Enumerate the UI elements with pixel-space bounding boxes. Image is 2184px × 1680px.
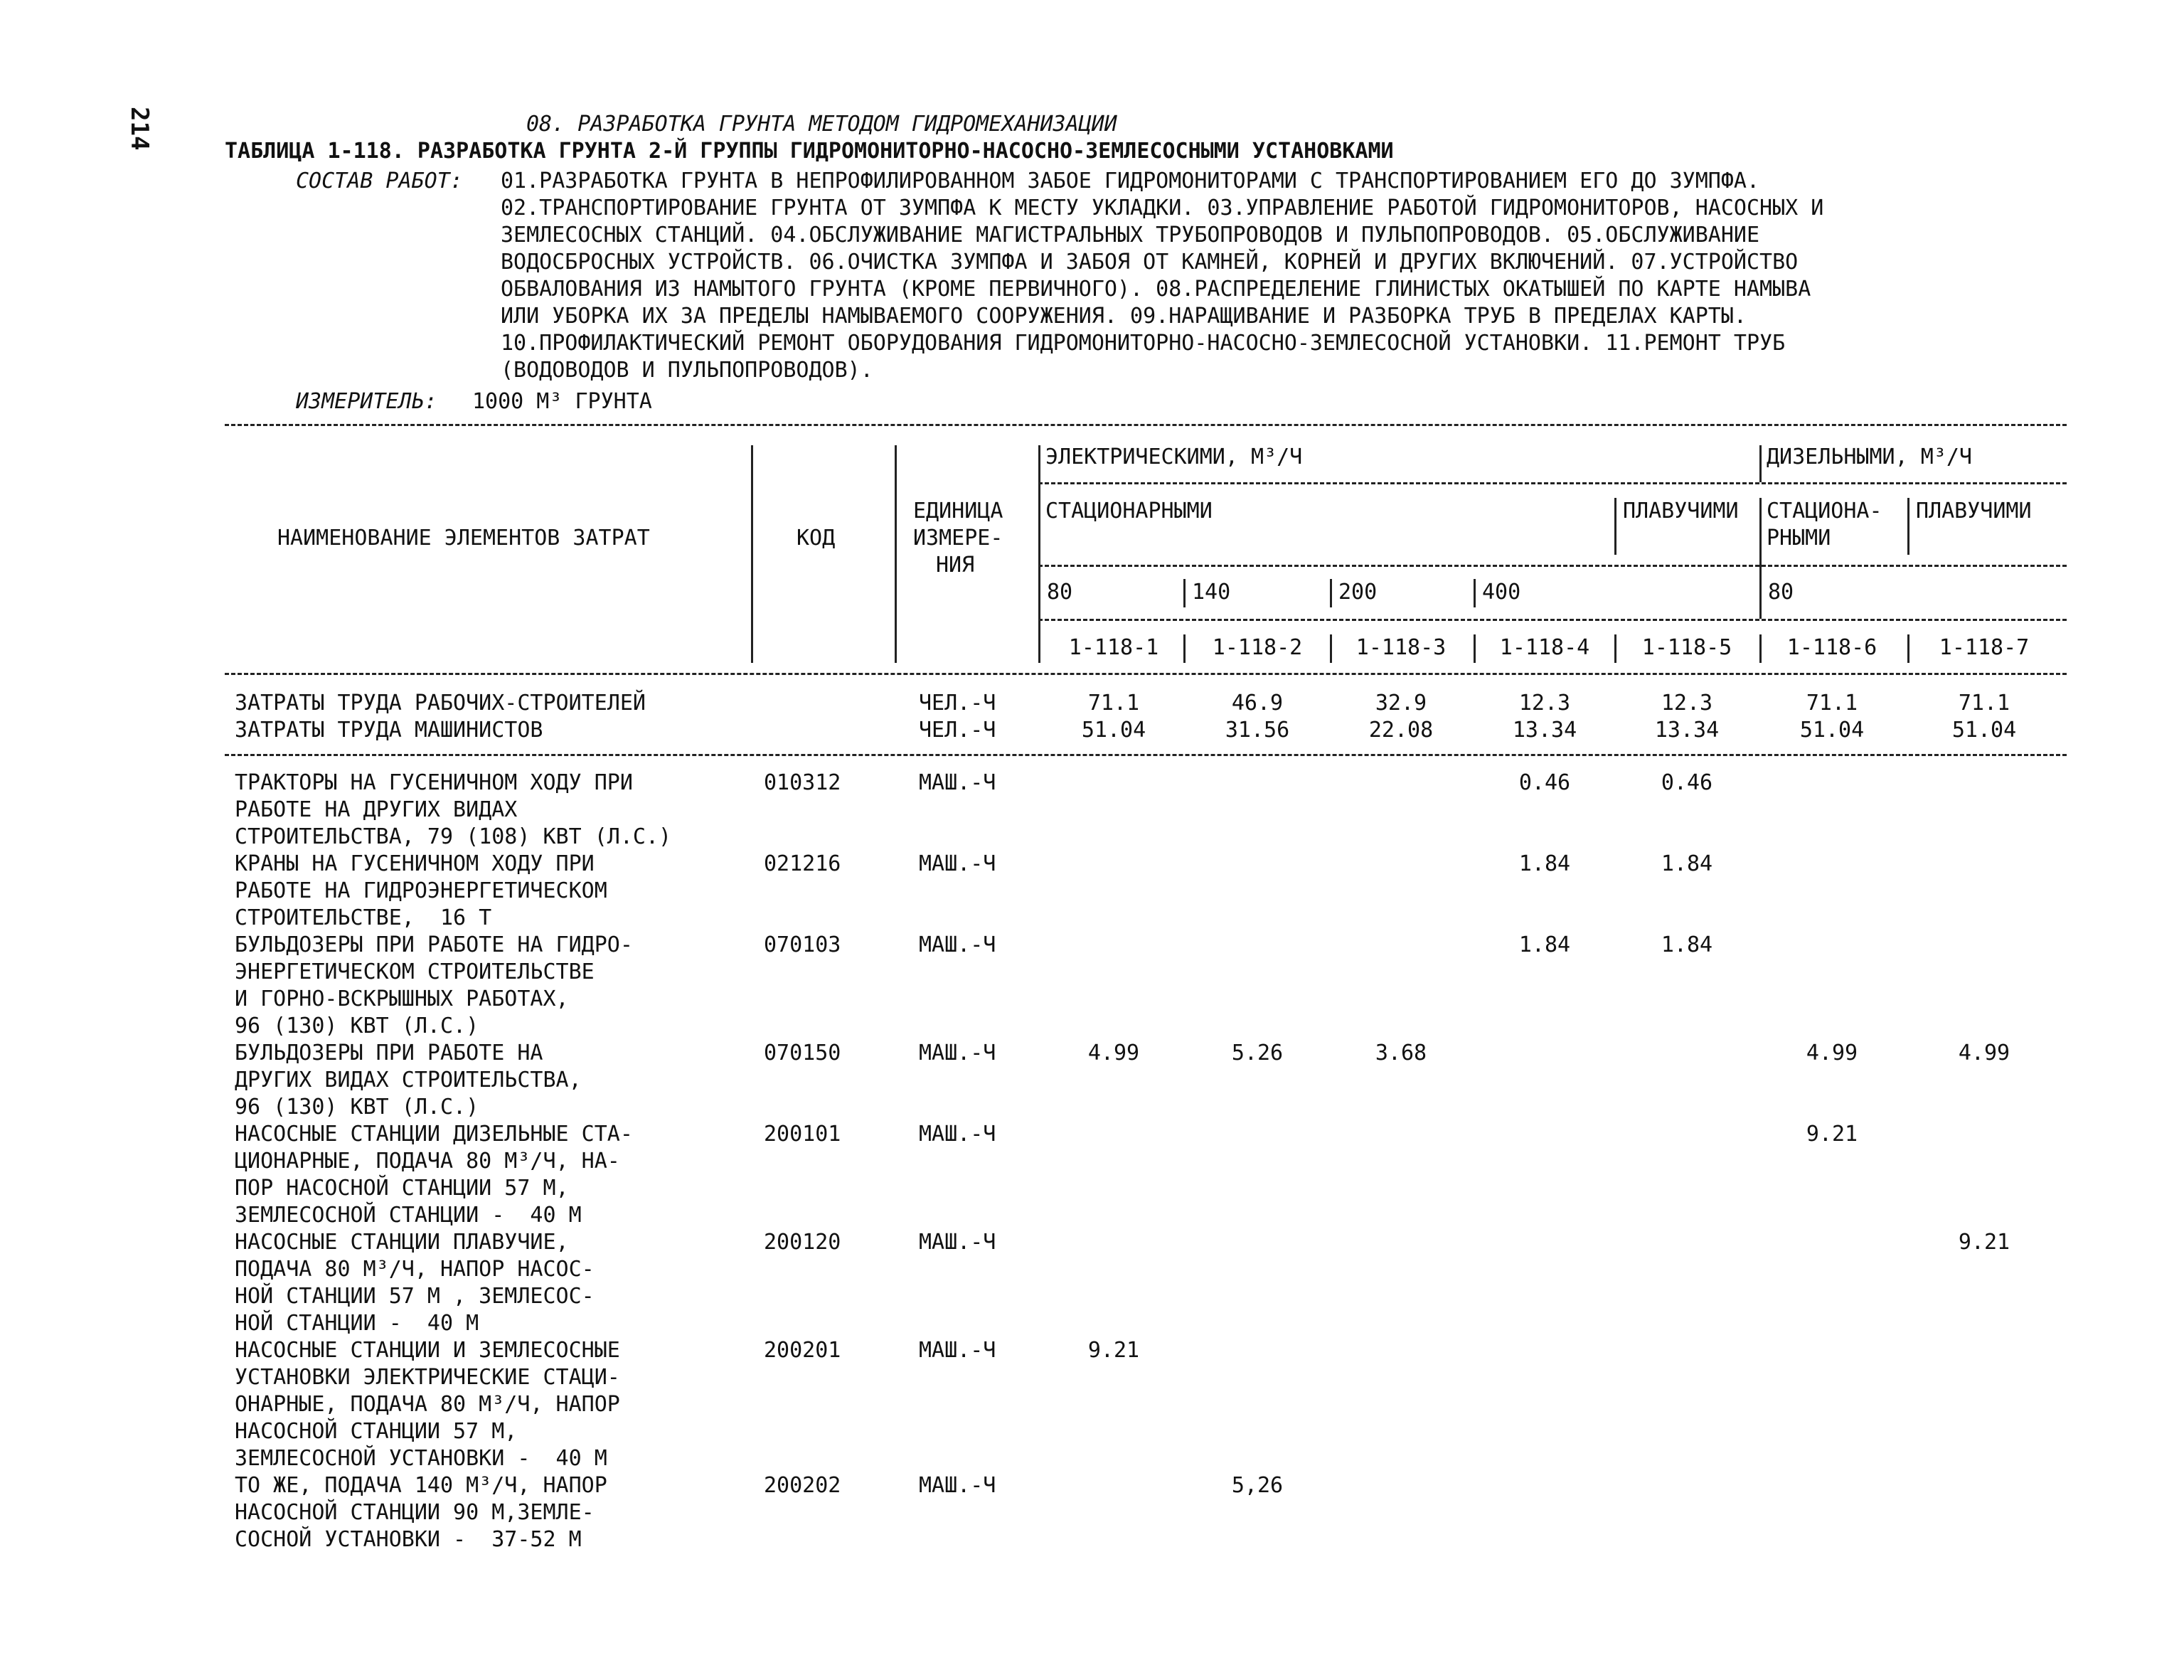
col-divider [1183, 579, 1186, 607]
header-code-col: КОД [797, 526, 836, 551]
machine-row-value: 0.46 [1518, 770, 1571, 795]
machine-row-name-line: ЦИОНАРНЫЕ, ПОДАЧА 80 М³/Ч, НА- [235, 1149, 620, 1174]
labor-row-value: 13.34 [1654, 718, 1720, 743]
machine-row-value: 4.99 [1958, 1041, 2010, 1065]
col-divider [1759, 634, 1762, 663]
machine-row-name-line: РАБОТЕ НА ГИДРОЭНЕРГЕТИЧЕСКОМ [235, 878, 607, 903]
machine-row-unit: МАШ.-Ч [919, 851, 996, 876]
rule [225, 673, 2067, 675]
header-code: 1-118-7 [1939, 635, 2030, 660]
machine-row-value: 9.21 [1087, 1338, 1140, 1363]
machine-row-code: 021216 [764, 851, 841, 876]
machine-row-unit: МАШ.-Ч [919, 1230, 996, 1255]
header-floating-2: ПЛАВУЧИМИ [1916, 499, 2032, 523]
machine-row-value: 5,26 [1231, 1473, 1284, 1498]
machine-row-value: 1.84 [1518, 932, 1571, 957]
work-line: ИЛИ УБОРКА ИХ ЗА ПРЕДЕЛЫ НАМЫВАЕМОГО СООРУЖЕНИЯ. 09.НАРАЩИВАНИЕ И РАЗБОРКА ТРУБ В ПРЕДЕЛАХ КАРТЫ. [501, 304, 1747, 329]
machine-row-value: 1.84 [1661, 851, 1713, 876]
header-unit-col-1: ЕДИНИЦА [913, 499, 1003, 523]
header-capacity: 200 [1338, 580, 1378, 605]
machine-row-name-line: ТО ЖЕ, ПОДАЧА 140 М³/Ч, НАПОР [235, 1473, 607, 1498]
header-code: 1-118-4 [1499, 635, 1590, 660]
header-stationary-short-2: РНЫМИ [1767, 526, 1831, 551]
labor-row-name: ЗАТРАТЫ ТРУДА РАБОЧИХ-СТРОИТЕЛЕЙ [235, 691, 646, 716]
machine-row-code: 200101 [764, 1122, 841, 1147]
machine-row-name-line: РАБОТЕ НА ДРУГИХ ВИДАХ [235, 797, 518, 822]
machine-row-name-line: СТРОИТЕЛЬСТВЕ, 16 Т [235, 905, 492, 930]
labor-row-value: 51.04 [1081, 718, 1146, 743]
machine-row-value: 4.99 [1806, 1041, 1858, 1065]
machine-row-code: 200120 [764, 1230, 841, 1255]
labor-row-value: 71.1 [1958, 691, 2010, 716]
labor-row-value: 12.3 [1661, 691, 1713, 716]
machine-row-name-line: НАСОСНЫЕ СТАНЦИИ И ЗЕМЛЕСОСНЫЕ [235, 1338, 620, 1363]
machine-row-name-line: ОНАРНЫЕ, ПОДАЧА 80 М³/Ч, НАПОР [235, 1392, 620, 1417]
labor-row-value: 13.34 [1512, 718, 1577, 743]
measure-label: ИЗМЕРИТЕЛЬ: [296, 389, 437, 414]
col-divider [1759, 498, 1762, 619]
labor-row-unit: ЧЕЛ.-Ч [919, 718, 996, 743]
machine-row-name-line: НАСОСНОЙ СТАНЦИИ 90 М,ЗЕМЛЕ- [235, 1500, 595, 1525]
machine-row-name-line: НОЙ СТАНЦИИ 57 М , ЗЕМЛЕСОС- [235, 1284, 595, 1309]
labor-row-name: ЗАТРАТЫ ТРУДА МАШИНИСТОВ [235, 718, 543, 743]
work-line: ОБВАЛОВАНИЯ ИЗ НАМЫТОГО ГРУНТА (КРОМЕ ПЕРВИЧНОГО). 08.РАСПРЕДЕЛЕНИЕ ГЛИНИСТЫХ ОКАТЫШЕЙ ПО КАРТЕ НАМЫВА [501, 277, 1811, 302]
labor-row-value: 71.1 [1806, 691, 1858, 716]
work-label: СОСТАВ РАБОТ: [296, 169, 463, 193]
machine-row-name-line: ПОДАЧА 80 М³/Ч, НАПОР НАСОС- [235, 1257, 595, 1282]
machine-row-name-line: СОСНОЙ УСТАНОВКИ - 37-52 М [235, 1527, 582, 1552]
machine-row-name-line: НАСОСНОЙ СТАНЦИИ 57 М, [235, 1419, 518, 1444]
header-unit-col-3: НИЯ [936, 553, 975, 578]
header-code: 1-118-2 [1212, 635, 1303, 660]
labor-row-value: 12.3 [1518, 691, 1571, 716]
machine-row-code: 010312 [764, 770, 841, 795]
labor-row-value: 22.08 [1368, 718, 1434, 743]
machine-row-name-line: НОЙ СТАНЦИИ - 40 М [235, 1311, 479, 1336]
machine-row-value: 4.99 [1087, 1041, 1140, 1065]
machine-row-value: 3.68 [1375, 1041, 1427, 1065]
machine-row-name-line: НАСОСНЫЕ СТАНЦИИ ДИЗЕЛЬНЫЕ СТА- [235, 1122, 633, 1147]
machine-row-name-line: И ГОРНО-ВСКРЫШНЫХ РАБОТАХ, [235, 987, 569, 1011]
page-number: 214 [125, 107, 154, 151]
labor-row-value: 51.04 [1951, 718, 2017, 743]
machine-row-value: 0.46 [1661, 770, 1713, 795]
work-line: ВОДОСБРОСНЫХ УСТРОЙСТВ. 06.ОЧИСТКА ЗУМПФА И ЗАБОЯ ОТ КАМНЕЙ, КОРНЕЙ И ДРУГИХ ВКЛЮЧЕНИЙ. 07.УСТРОЙСТВО [501, 250, 1799, 275]
rule [1038, 565, 2067, 567]
machine-row-name-line: 96 (130) КВТ (Л.С.) [235, 1014, 479, 1038]
work-line: ЗЕМЛЕСОСНЫХ СТАНЦИЙ. 04.ОБСЛУЖИВАНИЕ МАГИСТРАЛЬНЫХ ТРУБОПРОВОДОВ И ПУЛЬПОПРОВОДОВ. 05.ОБСЛУЖИВАНИЕ [501, 223, 1760, 248]
header-diesel: ДИЗЕЛЬНЫМИ, М³/Ч [1767, 445, 1972, 469]
labor-row-value: 46.9 [1231, 691, 1284, 716]
rule [225, 424, 2067, 426]
work-line: 02.ТРАНСПОРТИРОВАНИЕ ГРУНТА ОТ ЗУМПФА К МЕСТУ УКЛАДКИ. 03.УПРАВЛЕНИЕ РАБОТОЙ ГИДРОМОНИТОРОВ, НАСОСНЫХ И [501, 196, 1824, 220]
labor-row-value: 51.04 [1799, 718, 1865, 743]
machine-row-unit: МАШ.-Ч [919, 770, 996, 795]
machine-row-value: 1.84 [1661, 932, 1713, 957]
header-code: 1-118-6 [1786, 635, 1877, 660]
machine-row-name-line: ТРАКТОРЫ НА ГУСЕНИЧНОМ ХОДУ ПРИ [235, 770, 633, 795]
machine-row-name-line: БУЛЬДОЗЕРЫ ПРИ РАБОТЕ НА ГИДРО- [235, 932, 633, 957]
machine-row-name-line: КРАНЫ НА ГУСЕНИЧНОМ ХОДУ ПРИ [235, 851, 595, 876]
rule [1038, 482, 2067, 484]
rule [1038, 619, 2067, 621]
header-name-col: НАИМЕНОВАНИЕ ЭЛЕМЕНТОВ ЗАТРАТ [277, 526, 650, 551]
machine-row-unit: МАШ.-Ч [919, 1473, 996, 1498]
col-divider [1614, 498, 1616, 555]
labor-row-value: 71.1 [1087, 691, 1140, 716]
machine-row-name-line: ЗЕМЛЕСОСНОЙ СТАНЦИИ - 40 М [235, 1203, 582, 1228]
header-unit-col-2: ИЗМЕРЕ- [913, 526, 1003, 551]
machine-row-code: 200202 [764, 1473, 841, 1498]
table-title: ТАБЛИЦА 1-118. РАЗРАБОТКА ГРУНТА 2-Й ГРУППЫ ГИДРОМОНИТОРНО-НАСОСНО-ЗЕМЛЕСОСНЫМИ УСТАНОВКАМИ [225, 139, 1394, 164]
machine-row-name-line: УСТАНОВКИ ЭЛЕКТРИЧЕСКИЕ СТАЦИ- [235, 1365, 620, 1390]
machine-row-unit: МАШ.-Ч [919, 1122, 996, 1147]
header-electric: ЭЛЕКТРИЧЕСКИМИ, М³/Ч [1045, 445, 1303, 469]
header-capacity: 80 [1768, 580, 1794, 605]
measure-value: 1000 М³ ГРУНТА [472, 389, 652, 414]
machine-row-unit: МАШ.-Ч [919, 1338, 996, 1363]
machine-row-name-line: БУЛЬДОЗЕРЫ ПРИ РАБОТЕ НА [235, 1041, 543, 1065]
section-title: 08. РАЗРАБОТКА ГРУНТА МЕТОДОМ ГИДРОМЕХАНИЗАЦИИ [526, 112, 1117, 137]
machine-row-name-line: ДРУГИХ ВИДАХ СТРОИТЕЛЬСТВА, [235, 1068, 582, 1092]
machine-row-code: 070150 [764, 1041, 841, 1065]
col-divider [1330, 579, 1332, 607]
machine-row-value: 9.21 [1958, 1230, 2010, 1255]
col-divider [1907, 634, 1909, 663]
rule [225, 754, 2067, 756]
machine-row-value: 1.84 [1518, 851, 1571, 876]
header-stationary-short-1: СТАЦИОНА- [1767, 499, 1882, 523]
machine-row-value: 9.21 [1806, 1122, 1858, 1147]
header-capacity: 80 [1047, 580, 1073, 605]
machine-row-name-line: СТРОИТЕЛЬСТВА, 79 (108) КВТ (Л.С.) [235, 824, 672, 849]
labor-row-value: 32.9 [1375, 691, 1427, 716]
col-divider [1474, 579, 1476, 607]
machine-row-code: 200201 [764, 1338, 841, 1363]
machine-row-name-line: ПОР НАСОСНОЙ СТАНЦИИ 57 М, [235, 1176, 569, 1201]
header-code: 1-118-5 [1641, 635, 1732, 660]
machine-row-unit: МАШ.-Ч [919, 932, 996, 957]
header-stationary: СТАЦИОНАРНЫМИ [1045, 499, 1213, 523]
machine-row-code: 070103 [764, 932, 841, 957]
work-line: 01.РАЗРАБОТКА ГРУНТА В НЕПРОФИЛИРОВАННОМ ЗАБОЕ ГИДРОМОНИТОРАМИ С ТРАНСПОРТИРОВАНИЕМ ЕГО ДО ЗУМПФА. [501, 169, 1760, 193]
machine-row-name-line: ЭНЕРГЕТИЧЕСКОМ СТРОИТЕЛЬСТВЕ [235, 959, 595, 984]
col-divider [1907, 498, 1909, 555]
header-code: 1-118-3 [1355, 635, 1447, 660]
header-capacity: 400 [1482, 580, 1521, 605]
col-divider [1183, 634, 1186, 663]
col-divider [1759, 445, 1762, 482]
labor-row-unit: ЧЕЛ.-Ч [919, 691, 996, 716]
machine-row-name-line: НАСОСНЫЕ СТАНЦИИ ПЛАВУЧИЕ, [235, 1230, 569, 1255]
col-divider [1474, 634, 1476, 663]
header-floating: ПЛАВУЧИМИ [1623, 499, 1739, 523]
col-divider [1614, 634, 1616, 663]
col-divider [1038, 445, 1040, 663]
header-capacity: 140 [1192, 580, 1231, 605]
col-divider [1330, 634, 1332, 663]
machine-row-name-line: ЗЕМЛЕСОСНОЙ УСТАНОВКИ - 40 М [235, 1446, 607, 1471]
work-line: 10.ПРОФИЛАКТИЧЕСКИЙ РЕМОНТ ОБОРУДОВАНИЯ ГИДРОМОНИТОРНО-НАСОСНО-ЗЕМЛЕСОСНОЙ УСТАНОВКИ. 11.РЕМОНТ ТРУБ [501, 331, 1786, 356]
machine-row-value: 5.26 [1231, 1041, 1284, 1065]
labor-row-value: 31.56 [1225, 718, 1290, 743]
work-line: (ВОДОВОДОВ И ПУЛЬПОПРОВОДОВ). [501, 358, 873, 383]
machine-row-unit: МАШ.-Ч [919, 1041, 996, 1065]
machine-row-name-line: 96 (130) КВТ (Л.С.) [235, 1095, 479, 1120]
col-divider [751, 445, 753, 663]
header-code: 1-118-1 [1068, 635, 1159, 660]
col-divider [895, 445, 897, 663]
